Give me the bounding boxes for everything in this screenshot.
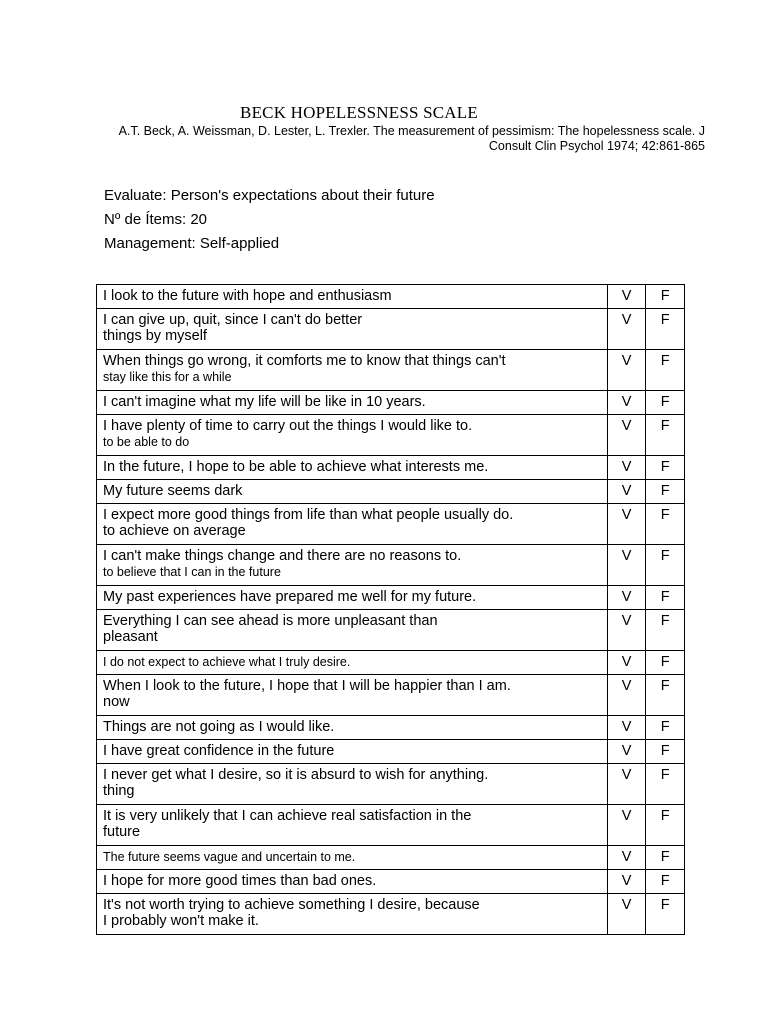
table-row: [97, 480, 685, 504]
item-text-line-1: Everything I can see ahead is more unpleasant than: [103, 613, 438, 629]
option-false-cell[interactable]: F: [646, 415, 685, 456]
item-text-cell: [97, 675, 608, 716]
option-false-cell[interactable]: F: [646, 846, 685, 870]
option-true-cell[interactable]: V: [607, 309, 646, 350]
item-text-cell: [97, 350, 608, 391]
table-row: [97, 586, 685, 610]
table-row: [97, 764, 685, 805]
item-text-line-2: I probably won't make it.: [103, 913, 259, 929]
option-false-cell[interactable]: F: [646, 894, 685, 935]
option-false-cell[interactable]: F: [646, 350, 685, 391]
item-text-line-1: I can't make things change and there are no reasons to.: [103, 548, 462, 564]
option-false-cell[interactable]: F: [646, 456, 685, 480]
option-true-cell[interactable]: V: [607, 740, 646, 764]
table-row: [97, 504, 685, 545]
management-text: Management: Self-applied: [104, 235, 280, 252]
option-true-cell[interactable]: V: [607, 610, 646, 651]
item-text-line-2: pleasant: [103, 629, 158, 645]
table-row: [97, 456, 685, 480]
items-count-text: Nº de Ítems: 20: [104, 211, 208, 228]
item-text-line-2: to be able to do: [103, 435, 190, 449]
item-text-line-1: I hope for more good times than bad ones.: [103, 873, 377, 889]
option-false-cell[interactable]: F: [646, 805, 685, 846]
option-false-cell[interactable]: F: [646, 610, 685, 651]
option-true-cell[interactable]: V: [607, 764, 646, 805]
item-text-line-1: In the future, I hope to be able to achieve what interests me.: [103, 459, 489, 475]
table-row: [97, 651, 685, 675]
item-text-line-1: My future seems dark: [103, 483, 243, 499]
table-row: [97, 846, 685, 870]
item-text-cell: [97, 805, 608, 846]
option-true-cell[interactable]: V: [607, 894, 646, 935]
option-false-cell[interactable]: F: [646, 309, 685, 350]
option-true-cell[interactable]: V: [607, 651, 646, 675]
item-text-cell: [97, 740, 608, 764]
option-false-cell[interactable]: F: [646, 870, 685, 894]
item-text-cell: [97, 870, 608, 894]
item-text-cell: [97, 545, 608, 586]
option-true-cell[interactable]: V: [607, 285, 646, 309]
citation-line-1: A.T. Beck, A. Weissman, D. Lester, L. Trexler. The measurement of pessimism: The hopelessness scale. J: [118, 124, 705, 138]
citation: [100, 124, 705, 154]
item-text-line-1: I expect more good things from life than what people usually do.: [103, 507, 514, 523]
option-false-cell[interactable]: F: [646, 764, 685, 805]
item-text-line-1: I never get what I desire, so it is absurd to wish for anything.: [103, 767, 489, 783]
item-text-line-1: The future seems vague and uncertain to me.: [103, 850, 356, 864]
option-true-cell[interactable]: V: [607, 586, 646, 610]
item-text-line-1: I have plenty of time to carry out the things I would like to.: [103, 418, 473, 434]
item-text-line-2: to believe that I can in the future: [103, 565, 281, 579]
item-text-line-1: I have great confidence in the future: [103, 743, 335, 759]
item-text-cell: [97, 586, 608, 610]
item-text-cell: [97, 285, 608, 309]
item-text-line-2: future: [103, 824, 141, 840]
option-true-cell[interactable]: V: [607, 391, 646, 415]
item-text-cell: [97, 391, 608, 415]
option-true-cell[interactable]: V: [607, 716, 646, 740]
item-text-line-2: thing: [103, 783, 135, 799]
item-text-line-1: When I look to the future, I hope that I will be happier than I am.: [103, 678, 511, 694]
table-row: [97, 545, 685, 586]
table-row: [97, 610, 685, 651]
option-true-cell[interactable]: V: [607, 456, 646, 480]
item-text-line-1: I look to the future with hope and enthusiasm: [103, 288, 392, 304]
item-text-cell: [97, 456, 608, 480]
item-text-line-1: Things are not going as I would like.: [103, 719, 335, 735]
option-true-cell[interactable]: V: [607, 480, 646, 504]
table-row: [97, 894, 685, 935]
option-true-cell[interactable]: V: [607, 415, 646, 456]
table-row: [97, 805, 685, 846]
table-row: [97, 675, 685, 716]
option-false-cell[interactable]: F: [646, 480, 685, 504]
item-text-line-1: It is very unlikely that I can achieve real satisfaction in the: [103, 808, 472, 824]
table-row: [97, 740, 685, 764]
item-text-line-2: stay like this for a while: [103, 370, 232, 384]
item-text-cell: [97, 651, 608, 675]
option-false-cell[interactable]: F: [646, 716, 685, 740]
table-row: [97, 870, 685, 894]
option-true-cell[interactable]: V: [607, 870, 646, 894]
item-text-cell: [97, 480, 608, 504]
option-true-cell[interactable]: V: [607, 675, 646, 716]
item-text-cell: [97, 846, 608, 870]
item-text-cell: [97, 504, 608, 545]
item-text-line-2: now: [103, 694, 130, 710]
option-false-cell[interactable]: F: [646, 391, 685, 415]
item-text-cell: [97, 716, 608, 740]
option-false-cell[interactable]: F: [646, 285, 685, 309]
table-row: [97, 309, 685, 350]
option-true-cell[interactable]: V: [607, 504, 646, 545]
item-text-cell: [97, 610, 608, 651]
option-true-cell[interactable]: V: [607, 846, 646, 870]
page-title: BECK HOPELESSNESS SCALE: [240, 103, 478, 122]
option-true-cell[interactable]: V: [607, 545, 646, 586]
citation-line-2: Consult Clin Psychol 1974; 42:861-865: [488, 139, 705, 153]
table-row: [97, 716, 685, 740]
item-text-line-1: I can give up, quit, since I can't do better: [103, 312, 363, 328]
item-text-line-1: When things go wrong, it comforts me to know that things can't: [103, 353, 506, 369]
item-text-cell: [97, 309, 608, 350]
items-table: [96, 284, 685, 935]
table-row: [97, 391, 685, 415]
option-true-cell[interactable]: V: [607, 350, 646, 391]
option-false-cell[interactable]: F: [646, 675, 685, 716]
item-text-cell: [97, 894, 608, 935]
option-true-cell[interactable]: V: [607, 805, 646, 846]
item-text-line-1: It's not worth trying to achieve something I desire, because: [103, 897, 480, 913]
item-text-line-1: My past experiences have prepared me well for my future.: [103, 589, 477, 605]
items-table-body: [97, 285, 685, 935]
table-row: [97, 285, 685, 309]
item-text-cell: [97, 764, 608, 805]
option-false-cell[interactable]: F: [646, 545, 685, 586]
option-false-cell[interactable]: F: [646, 651, 685, 675]
item-text-line-1: I can't imagine what my life will be like in 10 years.: [103, 394, 426, 410]
option-false-cell[interactable]: F: [646, 586, 685, 610]
option-false-cell[interactable]: F: [646, 740, 685, 764]
item-text-line-1: I do not expect to achieve what I truly desire.: [103, 655, 351, 669]
item-text-cell: [97, 415, 608, 456]
item-text-line-2: to achieve on average: [103, 523, 246, 539]
evaluate-text: Evaluate: Person's expectations about their future: [104, 187, 435, 204]
option-false-cell[interactable]: F: [646, 504, 685, 545]
table-row: [97, 350, 685, 391]
item-text-line-2: things by myself: [103, 328, 207, 344]
table-row: [97, 415, 685, 456]
